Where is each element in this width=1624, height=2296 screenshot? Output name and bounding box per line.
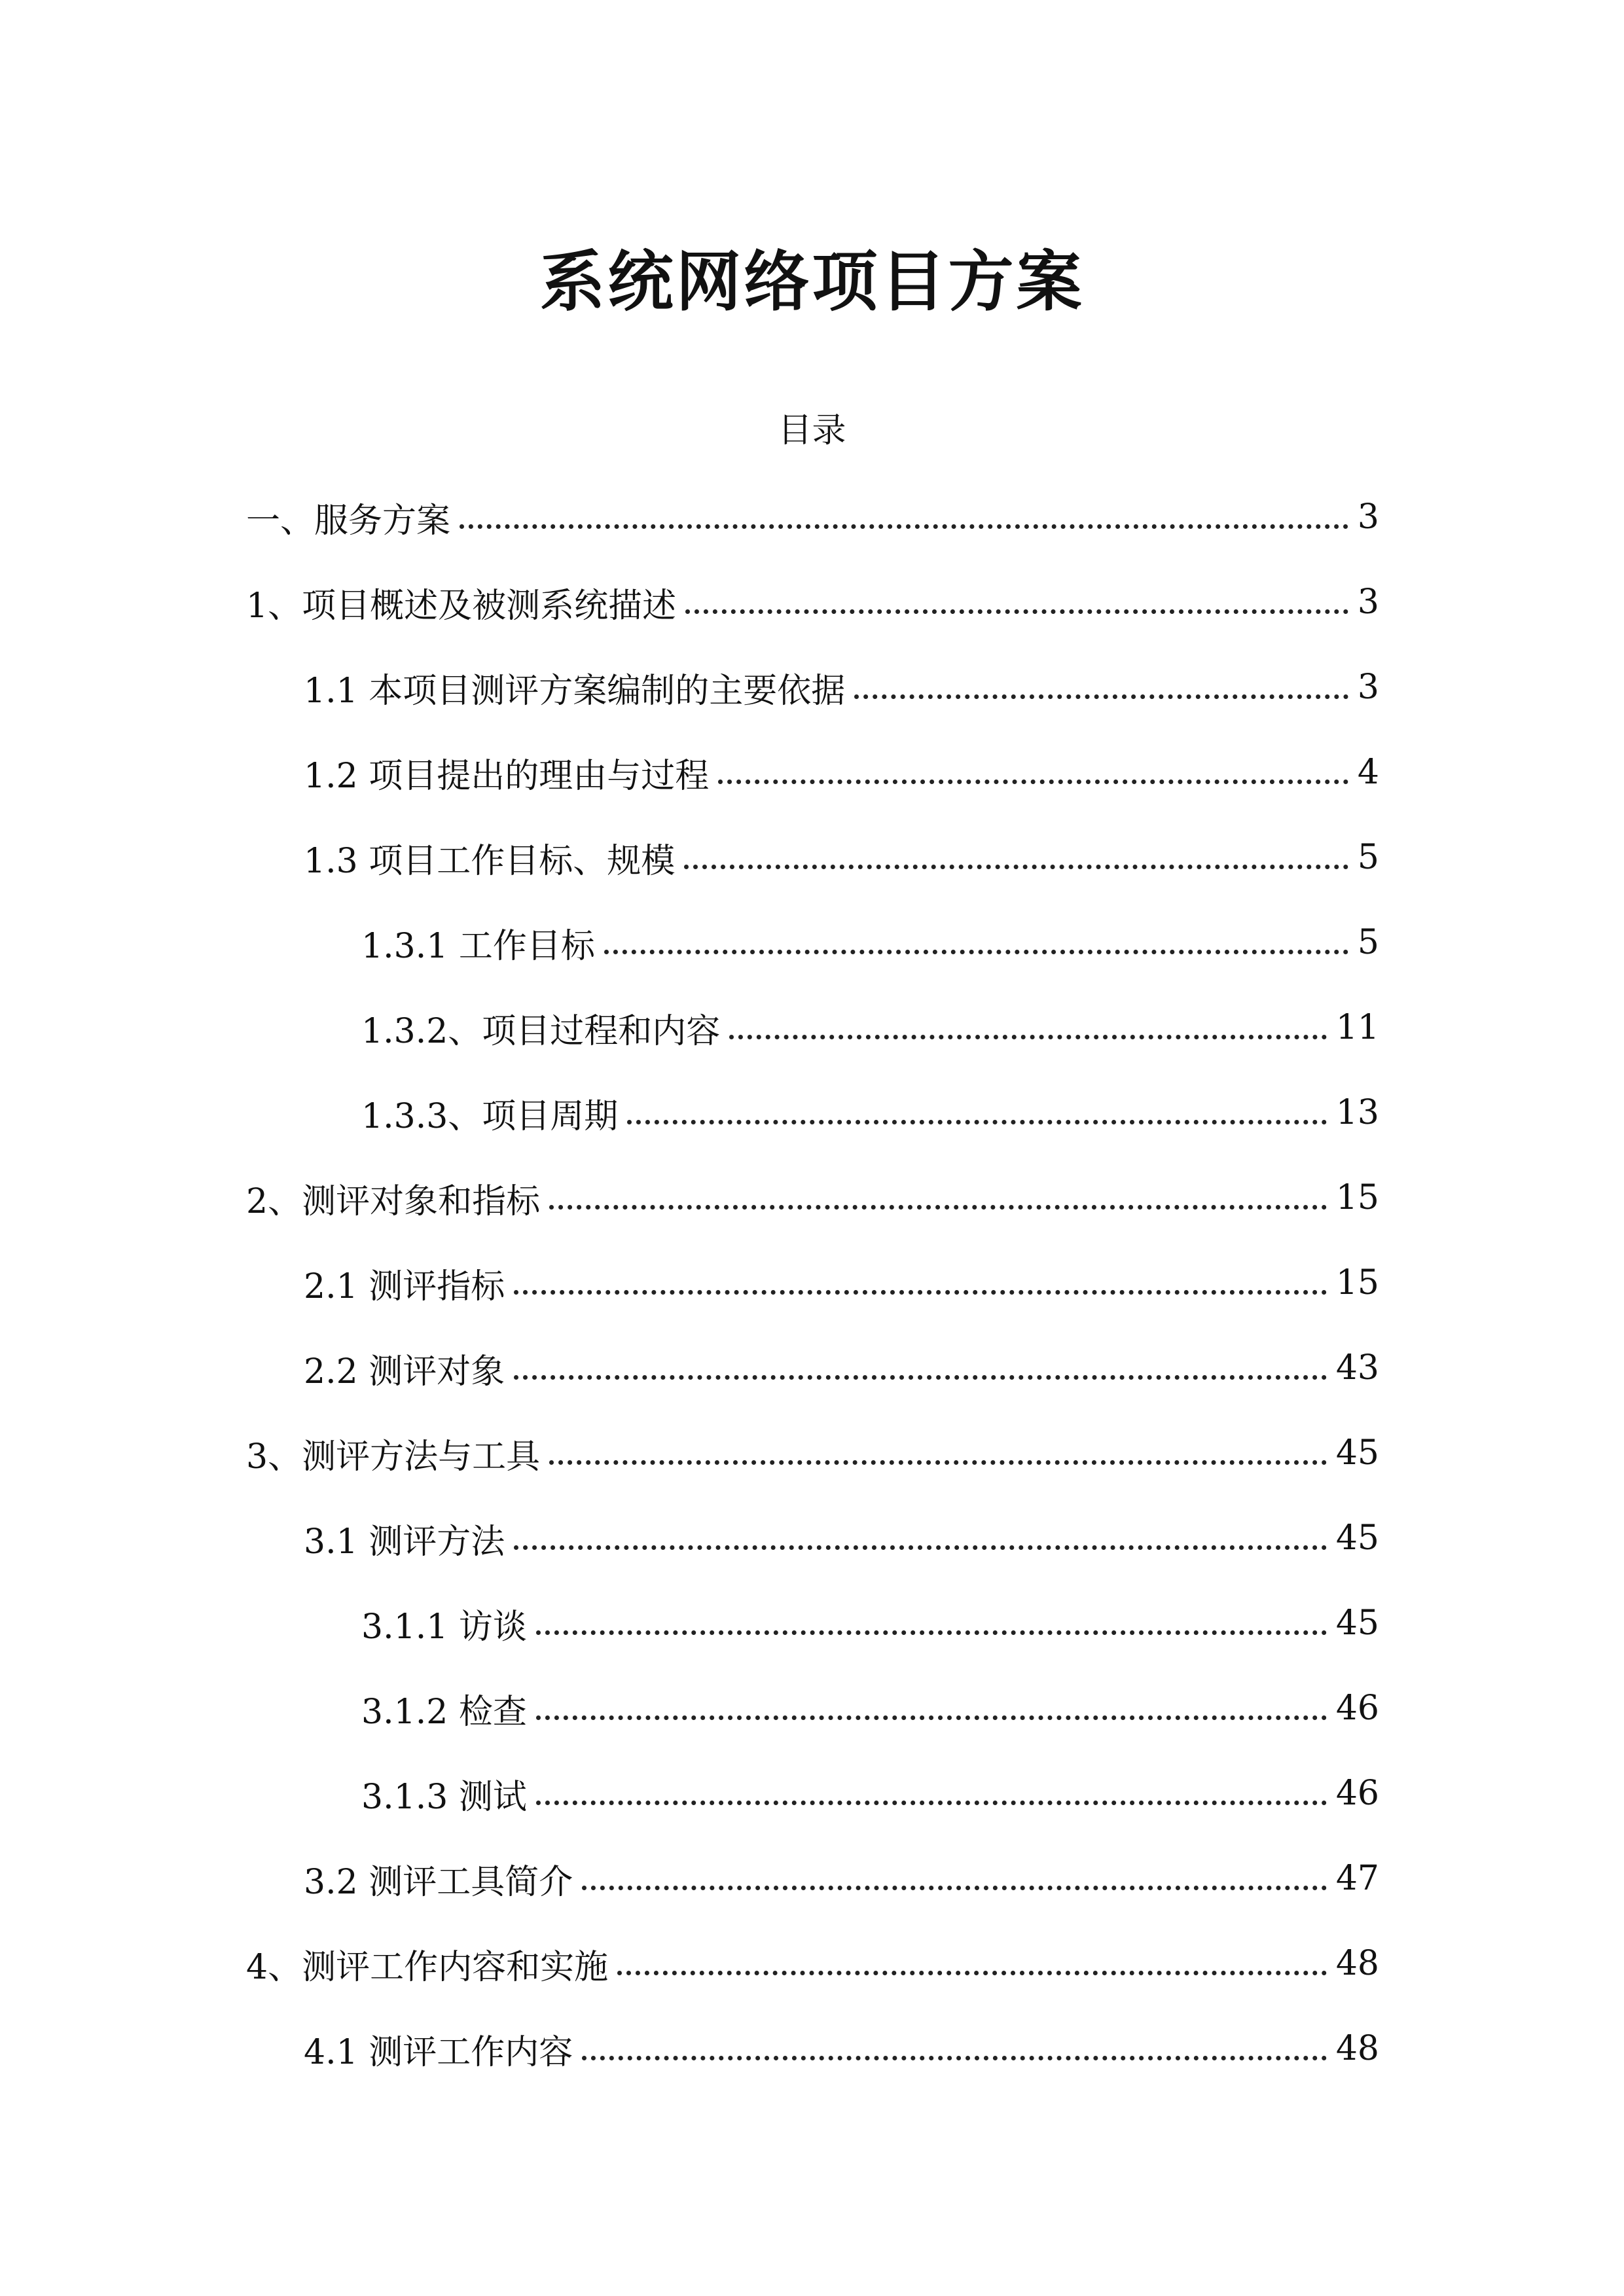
toc-entry-label: 1.1 本项目测评方案编制的主要依据 [304, 671, 846, 711]
toc-entry[interactable] [361, 1086, 1379, 1139]
toc-page-number: 45 [1335, 1433, 1379, 1473]
toc-page-number: 3 [1357, 583, 1379, 622]
toc-page-number: 13 [1335, 1093, 1379, 1132]
toc-page-number: 46 [1335, 1774, 1379, 1813]
toc-leader-dots [684, 864, 1348, 869]
toc-entry-label: 3.1.3 测试 [361, 1777, 527, 1817]
toc-leader-dots [514, 1289, 1327, 1295]
toc-entry-label: 一、服务方案 [246, 501, 451, 541]
toc-entry-label: 1.2 项目提出的理由与过程 [304, 756, 710, 796]
toc-entry-label: 3.1.2 检查 [361, 1692, 527, 1732]
toc-entry[interactable] [304, 661, 1379, 713]
toc-entry[interactable] [246, 576, 1379, 628]
toc-entry[interactable] [361, 1682, 1379, 1734]
toc-entry-label: 3.2 测评工具简介 [304, 1862, 573, 1902]
toc-page-number: 3 [1357, 497, 1379, 537]
toc-entry[interactable] [304, 1852, 1379, 1905]
toc-leader-dots [582, 2055, 1327, 2060]
toc-page-number: 46 [1335, 1689, 1379, 1728]
toc-leader-dots [604, 949, 1348, 954]
toc-entry-label: 3.1.1 访谈 [361, 1607, 527, 1647]
toc-entry[interactable] [246, 1937, 1379, 1990]
toc-leader-dots [549, 1460, 1327, 1465]
toc-leader-dots [617, 1970, 1327, 1975]
toc-page-number: 45 [1335, 1518, 1379, 1558]
toc-entry-label: 1.3 项目工作目标、规模 [304, 841, 676, 881]
toc-leader-dots [582, 1885, 1327, 1890]
toc-entry[interactable] [304, 1342, 1379, 1394]
document-title: 系统网络项目方案 [539, 243, 1085, 320]
toc-entry[interactable] [304, 1512, 1379, 1564]
toc-leader-dots [854, 694, 1348, 699]
toc-entry-label: 1、项目概述及被测系统描述 [246, 586, 677, 626]
toc-page-number: 15 [1335, 1263, 1379, 1302]
toc-page-number: 48 [1335, 1944, 1379, 1983]
toc-entry[interactable] [246, 1172, 1379, 1224]
toc-page-number: 3 [1357, 668, 1379, 707]
toc-page-number: 43 [1335, 1348, 1379, 1388]
toc-entry[interactable] [361, 1597, 1379, 1649]
toc-entry[interactable] [304, 2022, 1379, 2075]
toc-entry-label: 1.3.3、项目周期 [361, 1096, 619, 1136]
toc-entry-label: 1.3.1 工作目标 [361, 926, 595, 966]
toc-page-number: 15 [1335, 1178, 1379, 1217]
toc-leader-dots [729, 1034, 1327, 1039]
toc-leader-dots [514, 1545, 1327, 1550]
toc-leader-dots [627, 1119, 1327, 1124]
toc-entry[interactable] [246, 491, 1379, 543]
toc-leader-dots [536, 1800, 1327, 1805]
toc-entry[interactable] [361, 1767, 1379, 1820]
toc-entry[interactable] [361, 1001, 1379, 1054]
toc-leader-dots [536, 1630, 1327, 1635]
toc-leader-dots [685, 609, 1348, 614]
toc-leader-dots [718, 779, 1348, 784]
toc-page-number: 11 [1335, 1008, 1379, 1047]
toc-entry-label: 4.1 测评工作内容 [304, 2032, 573, 2072]
toc-leader-dots [549, 1204, 1327, 1210]
toc-entry[interactable] [304, 1257, 1379, 1309]
toc-page-number: 48 [1335, 2029, 1379, 2068]
toc-entry[interactable] [304, 831, 1379, 884]
toc-entry[interactable] [304, 746, 1379, 798]
toc-entry[interactable] [361, 916, 1379, 969]
toc-entry-label: 4、测评工作内容和实施 [246, 1947, 609, 1987]
toc-leader-dots [536, 1715, 1327, 1720]
toc-page-number: 5 [1357, 923, 1379, 962]
toc-entry-label: 1.3.2、项目过程和内容 [361, 1011, 721, 1051]
toc-entry[interactable] [246, 1427, 1379, 1479]
toc-entry-label: 3、测评方法与工具 [246, 1437, 541, 1477]
toc-entry-label: 3.1 测评方法 [304, 1522, 505, 1562]
toc-entry-label: 2.1 测评指标 [304, 1266, 505, 1306]
toc-page-number: 4 [1357, 753, 1379, 792]
toc-leader-dots [460, 524, 1348, 529]
toc-leader-dots [514, 1374, 1327, 1380]
toc-heading: 目录 [778, 411, 846, 450]
toc-entry-label: 2、测评对象和指标 [246, 1181, 541, 1221]
toc-page-number: 5 [1357, 838, 1379, 877]
toc-page-number: 47 [1335, 1859, 1379, 1898]
toc-entry-label: 2.2 测评对象 [304, 1352, 505, 1391]
toc-page-number: 45 [1335, 1604, 1379, 1643]
